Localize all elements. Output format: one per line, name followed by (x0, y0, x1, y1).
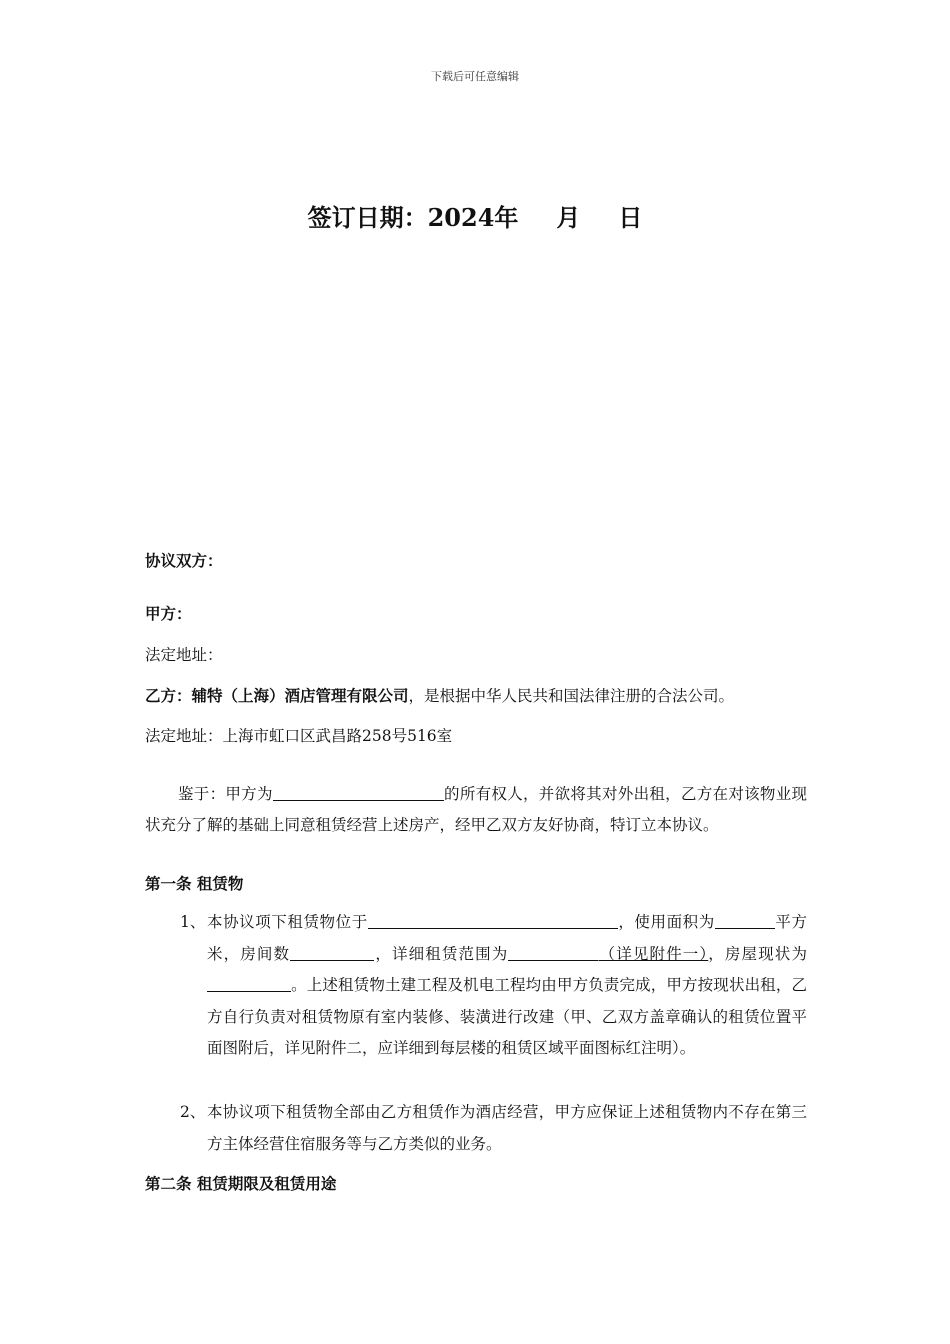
party-b-address: 法定地址：上海市虹口区武昌路258号516室 (145, 727, 453, 745)
signing-date-label: 签订日期：2024年 (307, 203, 519, 232)
item-text: 本协议项下租赁物位于 ，使用面积为 平方米，房间数 ，详细租赁范围为 （详见附件一），房屋现状为。上述租赁物土建工程及机电工程均由甲方负责完成，甲方按现状出租，乙方自行负责对租赁物原有室内装修、装潢进行改建（甲、乙双方盖章确认的租赁位置平面图附后，详见附件二，应详细到每层楼的租赁区域平面图标红注明）。 (207, 913, 807, 1057)
page-header: 下载后可任意编辑 (431, 70, 519, 83)
condition-blank (207, 974, 291, 992)
party-a-address: 法定地址： (145, 646, 223, 664)
item-number: 1、 (180, 913, 206, 931)
room-count-blank (290, 943, 374, 961)
preamble-text-end: 的所有权人，并欲将其对外出租，乙方在对该物业现状充分了解的基础上同意租赁经营上述房产，经甲乙双方友好协商，特订立本协议。 (145, 785, 807, 834)
signing-date-month: 月 (556, 203, 581, 232)
item-number: 2、 (180, 1103, 206, 1121)
party-b-description: ，是根据中华人民共和国法律注册的合法公司。 (408, 687, 735, 705)
article-1-item-2 (180, 1097, 807, 1160)
item-text: 本协议项下租赁物全部由乙方租赁作为酒店经营，甲方应保证上述租赁物内不存在第三方主体经营住宿服务等与乙方类似的业务。 (207, 1103, 807, 1153)
article-1-title: 第一条 租赁物 (145, 874, 244, 893)
party-b-line (145, 684, 734, 706)
party-a-label: 甲方： (145, 604, 192, 623)
article-2-title: 第二条 租赁期限及租赁用途 (145, 1174, 337, 1193)
article-1-item-1 (180, 907, 807, 1065)
preamble-text-start: 鉴于：甲方为 (178, 785, 273, 803)
signing-date (0, 198, 950, 233)
party-b-label: 乙方： (145, 686, 192, 705)
property-owner-blank (273, 783, 444, 801)
parties-heading: 协议双方： (145, 551, 223, 570)
scope-blank (508, 943, 598, 961)
signing-date-day: 日 (618, 203, 643, 232)
preamble (145, 779, 807, 841)
party-b-name: 辅特（上海）酒店管理有限公司 (191, 686, 409, 705)
location-blank (368, 911, 618, 929)
area-blank (715, 911, 775, 929)
